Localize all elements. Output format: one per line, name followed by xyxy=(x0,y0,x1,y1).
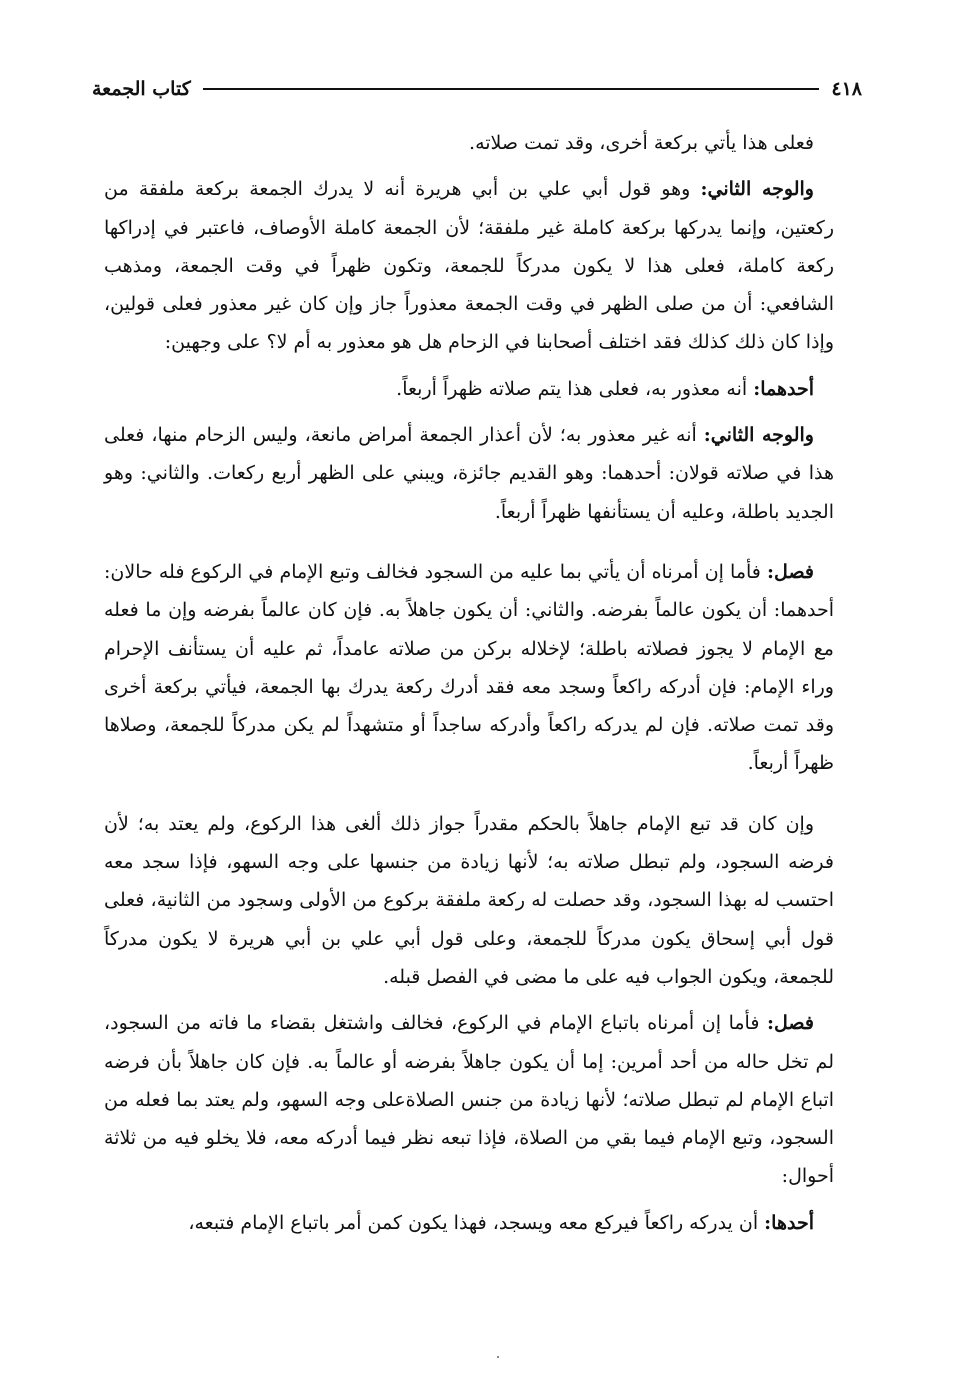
paragraph xyxy=(104,416,834,531)
paragraph-lead: فصل: xyxy=(767,560,815,583)
paragraph-text: فعلى هذا يأتي بركعة أخرى، وقد تمت صلاته. xyxy=(469,132,814,154)
paragraph xyxy=(104,1204,834,1242)
paragraph-text: وإن كان قد تبع الإمام جاهلاً بالحكم مقدراً جواز ذلك ألغى هذا الركوع، ولم يعتد به؛ لأن فرضه السجود، ولم تبطل صلاته به؛ لأنها زيادة من جنسها على وجه السهو، فإذا سجد معه احتسب له بهذا السجود، وقد حصلت له ركعة ملفقة بركوع من الأولى وسجود من الثانية، فعلى قول أبي إسحاق يكون مدركاً للجمعة، وعلى قول أبي علي بن أبي هريرة لا يكون مدركاً للجمعة، ويكون الجواب فيه على ما مضى في الفصل قبله. xyxy=(104,812,834,988)
paragraph-lead: والوجه الثاني: xyxy=(703,424,814,447)
paragraph xyxy=(104,124,834,162)
paragraph xyxy=(104,1004,834,1195)
paragraph-text: أن يدركه راكعاً فيركع معه ويسجد، فهذا يكون كمن أمر باتباع الإمام فتبعه، xyxy=(188,1211,759,1234)
paragraph-lead: والوجه الثاني: xyxy=(700,178,814,201)
page-number: ٤١٨ xyxy=(831,78,862,100)
book-title: كتاب الجمعة xyxy=(92,78,191,100)
paragraph-text: أنه غير معذور به؛ لأن أعذار الجمعة أمراض مانعة، وليس الزحام منها، فعلى هذا في صلاته قولان: أحدهما: وهو القديم جائزة، ويبني على الظهر أربع ركعات. والثاني: وهو الجديد باطلة، وعليه أن يستأنفها ظهراً أربعاً. xyxy=(104,424,834,523)
paragraph xyxy=(104,553,834,783)
paragraph xyxy=(104,805,834,996)
paragraph xyxy=(104,170,834,361)
header-rule xyxy=(203,88,820,90)
paragraph-text: فأما إن أمرناه باتباع الإمام في الركوع، فخالف واشتغل بقضاء ما فاته من السجود، لم تخل حاله من أحد أمرين: إما أن يكون جاهلاً بفرضه أو عالماً به. فإن كان جاهلاً بأن فرضه اتباع الإمام لم تبطل صلاته؛ لأنها زيادة من جنس الصلاةعلى وجه السهو، ولم يعتد بما فعله من السجود، وتبع الإمام فيما بقي من الصلاة، فإذا تبعه نظر فيما أدركه معه، فلا يخلو فيه من ثلاثة أحوال: xyxy=(104,1012,834,1188)
paragraph xyxy=(104,370,834,408)
paragraph-lead: أحدها: xyxy=(764,1211,814,1234)
paragraph-lead: فصل: xyxy=(767,1012,814,1035)
paragraph-text: فأما إن أمرناه أن يأتي بما عليه من السجود فخالف وتبع الإمام في الركوع فله حالان: أحدهما: أن يكون عالماً بفرضه. والثاني: أن يكون جاهلاً به. فإن كان عالماً بفرضه وإن ما فعله مع الإمام لا يجوز فصلاته باطلة؛ لإخلاله بركن من صلاته عامداً، ثم عليه أن يستأنف الإحرام وراء الإمام: فإن أدركه راكعاً وسجد معه فقد أدرك ركعة يدرك بها الجمعة، فيأتي بركعة أخرى وقد تمت صلاته. فإن لم يدركه راكعاً وأدركه ساجداً أو متشهداً لم يكن مدركاً للجمعة، وصلاها ظهراً أربعاً. xyxy=(104,560,834,775)
running-header xyxy=(92,74,862,104)
paragraph-text: وهو قول أبي علي بن أبي هريرة أنه لا يدرك الجمعة بركعة ملفقة من ركعتين، وإنما يدركها بركعة كاملة غير ملفقة؛ لأن الجمعة كاملة الأوصاف، فاعتبر في إدراكها ركعة كاملة، فعلى هذا لا يكون مدركاً للجمعة، وتكون ظهراً في وقت الجمعة، ومذهب الشافعي: أن من صلى الظهر في وقت الجمعة معذوراً جاز وإن كان غير معذور فعلى قولين، وإذا كان ذلك كذلك فقد اختلف أصحابنا في الزحام هل هو معذور به أم لا؟ على وجهين: xyxy=(104,178,834,354)
paragraph-lead: أحدهما: xyxy=(753,377,814,400)
paragraph-text: أنه معذور به، فعلى هذا يتم صلاته ظهراً أربعاً. xyxy=(396,377,748,400)
page-body xyxy=(104,124,834,1242)
scan-speck xyxy=(497,1356,499,1358)
